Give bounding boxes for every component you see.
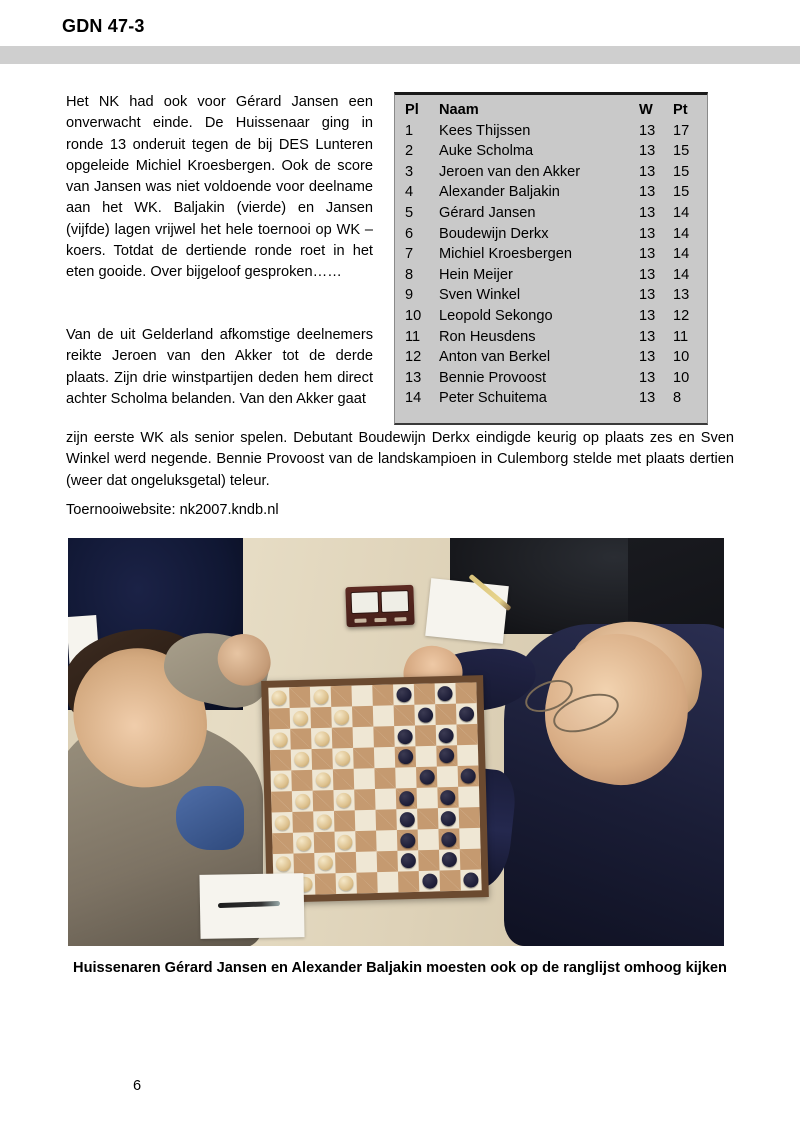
dark-piece: [419, 770, 434, 785]
light-piece: [275, 815, 290, 830]
table-row: [395, 327, 707, 348]
cell-pl: 12: [405, 349, 422, 366]
light-piece: [296, 835, 311, 850]
cell-pt: 14: [673, 266, 690, 283]
standings-body: [395, 121, 707, 409]
light-piece: [314, 731, 329, 746]
cell-w: 13: [639, 184, 656, 201]
table-row: [395, 347, 707, 368]
cell-pt: 15: [673, 143, 690, 160]
table-row: [395, 162, 707, 183]
notepad-top: [425, 578, 509, 644]
cell-w: 13: [639, 390, 656, 407]
table-row: [395, 244, 707, 265]
dark-piece: [399, 791, 414, 806]
page-header: [0, 0, 800, 70]
chess-clock: [345, 585, 414, 627]
table-row: [395, 141, 707, 162]
cell-naam: Jeroen van den Akker: [439, 163, 581, 180]
cell-w: 13: [639, 307, 656, 324]
clock-button-right: [394, 617, 406, 621]
table-row: [395, 121, 707, 142]
light-piece: [273, 773, 288, 788]
cell-pt: 10: [673, 369, 690, 386]
dark-piece: [440, 790, 455, 805]
dark-piece: [463, 872, 478, 887]
draughts-board-grid: [268, 682, 481, 895]
standings-grid: [395, 100, 707, 409]
table-header-row: [395, 100, 707, 121]
cell-pl: 8: [405, 266, 414, 283]
cell-pt: 14: [673, 204, 690, 221]
dark-piece: [397, 729, 412, 744]
cell-pl: 10: [405, 307, 422, 324]
cell-w: 13: [639, 204, 656, 221]
cell-naam: Kees Thijssen: [439, 122, 531, 139]
clock-button-left: [354, 618, 366, 622]
cell-pt: 8: [673, 390, 682, 407]
cell-w: 13: [639, 225, 656, 242]
light-piece: [315, 772, 330, 787]
table-row: [395, 306, 707, 327]
photo-caption: Huissenaren Gérard Jansen en Alexander Baljakin moesten ook op de ranglijst omhoog kijken: [73, 960, 727, 976]
cell-pt: 13: [673, 287, 690, 304]
table-row: [395, 368, 707, 389]
light-piece: [317, 855, 332, 870]
cell-pl: 2: [405, 143, 414, 160]
table-row: [395, 224, 707, 245]
cell-naam: Boudewijn Derkx: [439, 225, 549, 242]
light-piece: [335, 751, 350, 766]
light-piece: [313, 689, 328, 704]
dark-piece: [438, 686, 453, 701]
cell-pl: 5: [405, 204, 414, 221]
dark-piece: [442, 852, 457, 867]
table-row: [395, 203, 707, 224]
column-header-w: W: [639, 102, 653, 118]
cell-w: 13: [639, 122, 656, 139]
cell-pt: 14: [673, 246, 690, 263]
standings-table-inner: [395, 100, 707, 409]
cell-pl: 11: [405, 328, 421, 345]
light-piece: [294, 752, 309, 767]
article-paragraph-1: Het NK had ook voor Gérard Jansen een onverwacht einde. De Huissenaar ging in ronde 13 onderuit tegen de bij DES Lunteren opgeleide Michiel Kroesbergen. Ook de score van Jansen was niet voldoende voor deelname aan het WK. Baljakin (vierde) en Jansen (vijfde) lagen vrijwel het hele toernooi op WK – koers. Totdat de dertiende ronde roet in het eten gooide. Over bijgeloof gesproken……: [66, 94, 373, 281]
cell-naam: Gérard Jansen: [439, 204, 536, 221]
clock-face-right: [380, 590, 409, 613]
table-row: [395, 182, 707, 203]
cell-w: 13: [639, 143, 656, 160]
draughts-players-photo: [68, 538, 724, 946]
light-piece: [271, 690, 286, 705]
cell-w: 13: [639, 246, 656, 263]
light-piece: [272, 732, 287, 747]
standings-header: [395, 100, 707, 121]
cell-naam: Auke Scholma: [439, 143, 534, 160]
dark-piece: [399, 812, 414, 827]
table-row: [395, 265, 707, 286]
cell-pl: 9: [405, 287, 414, 304]
dark-piece: [441, 831, 456, 846]
light-piece: [337, 834, 352, 849]
light-piece: [293, 710, 308, 725]
dark-piece: [422, 874, 437, 889]
standings-table: [394, 92, 708, 425]
dark-piece: [398, 749, 413, 764]
column-header-pl: Pl: [405, 102, 419, 118]
dark-piece: [439, 748, 454, 763]
dark-piece: [461, 768, 476, 783]
column-header-pt: Pt: [673, 102, 688, 118]
cell-pl: 14: [405, 390, 422, 407]
cell-pt: 10: [673, 349, 690, 366]
clock-face-left: [350, 591, 379, 614]
dark-piece: [400, 853, 415, 868]
cell-pt: 15: [673, 184, 690, 201]
light-piece: [276, 857, 291, 872]
cell-naam: Hein Meijer: [439, 266, 513, 283]
light-piece: [336, 793, 351, 808]
dark-piece: [459, 706, 474, 721]
light-piece: [334, 709, 349, 724]
cell-naam: Michiel Kroesbergen: [439, 246, 573, 263]
cell-pl: 1: [405, 122, 414, 139]
cell-naam: Anton van Berkel: [439, 349, 551, 366]
checkered-rule-icon: [0, 46, 800, 64]
dark-piece: [400, 832, 415, 847]
cell-pl: 3: [405, 163, 414, 180]
cell-w: 13: [639, 328, 656, 345]
cell-pl: 6: [405, 225, 414, 242]
dark-piece: [417, 707, 432, 722]
cell-naam: Leopold Sekongo: [439, 307, 553, 324]
cell-naam: Bennie Provoost: [439, 369, 547, 386]
cell-naam: Sven Winkel: [439, 287, 521, 304]
cell-naam: Ron Heusdens: [439, 328, 536, 345]
cell-w: 13: [639, 369, 656, 386]
cell-pt: 15: [673, 163, 690, 180]
cell-pt: 17: [673, 122, 690, 139]
article-paragraph-3: zijn eerste WK als senior spelen. Debutant Boudewijn Derkx eindigde keurig op plaats zes en Sven Winkel werd negende. Bennie Provoost van de landskampioen in Culemborg stelde met plaats dertien (weer dat ongeluksgetal) teleur.: [66, 430, 734, 489]
light-piece: [316, 814, 331, 829]
left-player-collar: [176, 786, 244, 850]
page-number: 6: [133, 1078, 142, 1094]
tournament-website-line: Toernooiwebsite: nk2007.kndb.nl: [66, 502, 279, 518]
cell-pt: 12: [673, 307, 690, 324]
dark-piece: [439, 727, 454, 742]
cell-pl: 4: [405, 184, 414, 201]
cell-w: 13: [639, 266, 656, 283]
cell-naam: Peter Schuitema: [439, 390, 547, 407]
draughts-board: [261, 675, 489, 903]
cell-w: 13: [639, 163, 656, 180]
photo-figure: [68, 538, 724, 946]
cell-naam: Alexander Baljakin: [439, 184, 560, 201]
cell-pt: 11: [673, 328, 689, 345]
column-header-naam: Naam: [439, 102, 479, 118]
cell-pl: 13: [405, 369, 422, 386]
table-row: [395, 285, 707, 306]
cell-w: 13: [639, 287, 656, 304]
clock-button-center: [374, 618, 386, 622]
cell-w: 13: [639, 349, 656, 366]
table-row: [395, 388, 707, 409]
light-piece: [295, 794, 310, 809]
light-piece: [339, 876, 354, 891]
cell-pl: 7: [405, 246, 414, 263]
dark-piece: [396, 687, 411, 702]
page-title: GDN 47-3: [62, 16, 145, 36]
cell-pt: 14: [673, 225, 690, 242]
dark-piece: [441, 811, 456, 826]
article-paragraph-2: Van de uit Gelderland afkomstige deelnemers reikte Jeroen van den Akker tot de derde plaats. Zijn drie winstpartijen deden hem direct achter Scholma belanden. Van den Akker gaat: [66, 327, 373, 407]
